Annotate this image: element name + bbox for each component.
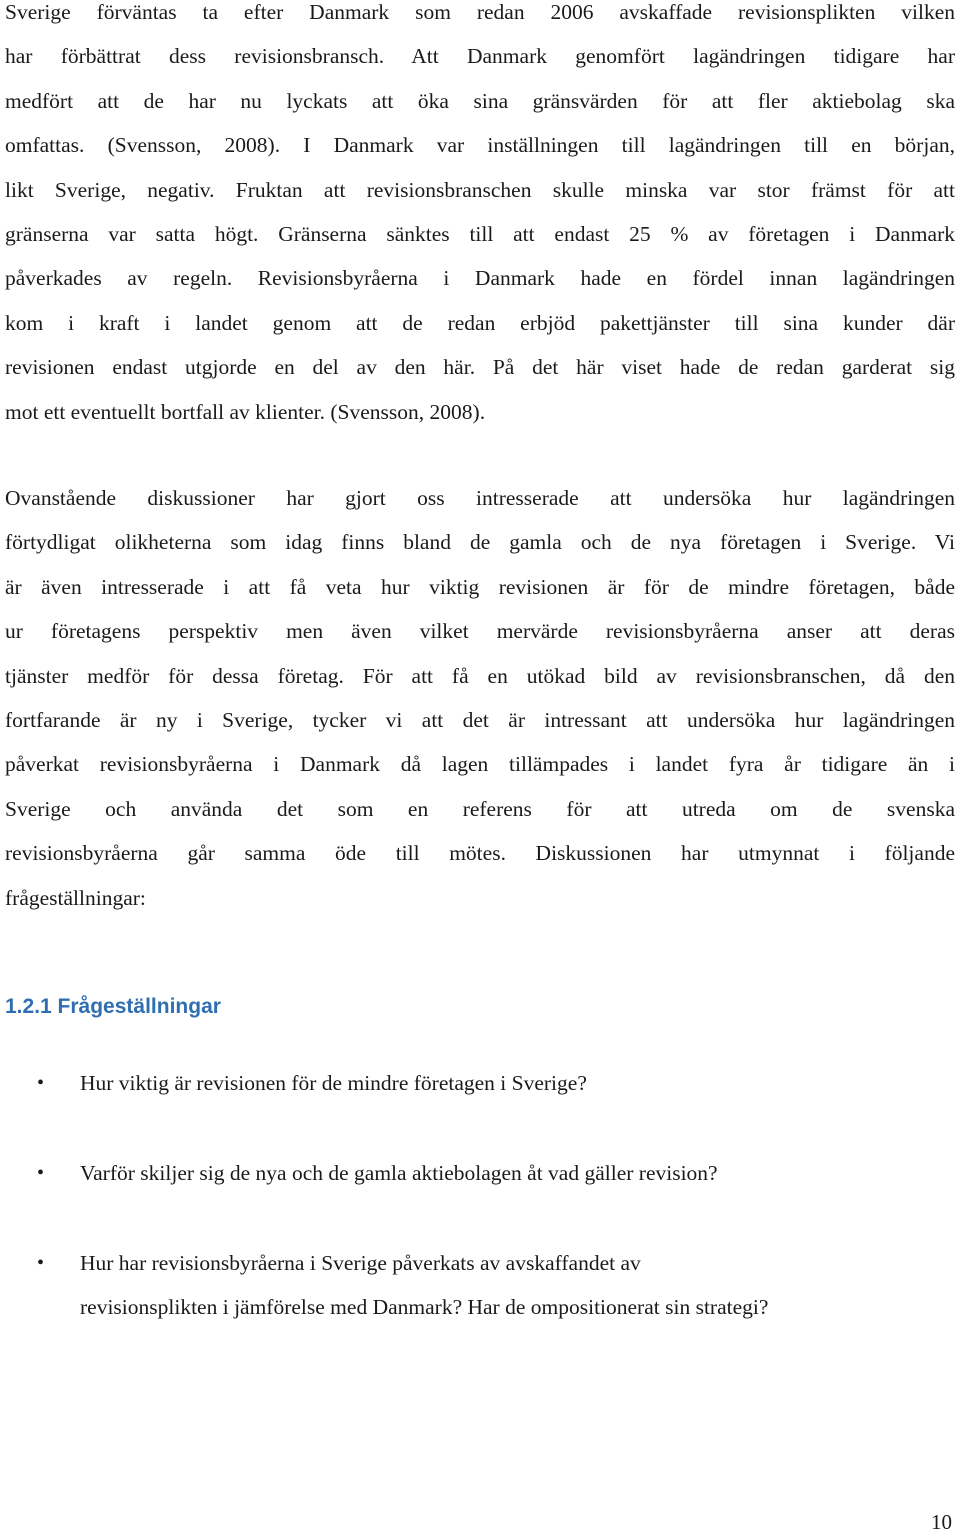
paragraph-line: Sverige och använda det som en referens för att utreda om de svenska [5,796,955,821]
paragraph-line: mot ett eventuellt bortfall av klienter. (Svensson, 2008). [5,399,486,424]
paragraph-ovanstaende [5,476,955,920]
paragraph-line: påverkades av regeln. Revisionsbyråerna i Danmark hade en fördel innan lagändringen [5,266,955,291]
paragraph-line: revisionsbyråerna går samma öde till mötes. Diskussionen har utmynnat i följande [5,841,955,866]
paragraph-line: Ovanstående diskussioner har gjort oss intresserade att undersöka hur lagändringen [5,486,955,510]
paragraph-line: gränserna var satta högt. Gränserna sänktes till att endast 25 % av företagen i Danmark [5,222,955,247]
paragraph-line: Sverige förväntas ta efter Danmark som redan 2006 avskaffade revisionsplikten vilken [5,0,955,24]
paragraph-line: har förbättrat dess revisionsbransch. Att Danmark genomfört lagändringen tidigare har [5,44,955,69]
paragraph-line: ur företagens perspektiv men även vilket mervärde revisionsbyråerna anser att deras [5,619,955,644]
list-item-text [80,1151,950,1195]
section-heading: 1.2.1 Frågeställningar [5,995,221,1018]
paragraph-danmark [5,0,955,434]
paragraph-line: kom i kraft i landet genom att de redan erbjöd pakettjänster till sina kunder där [5,310,955,335]
bullet-icon: • [37,1252,45,1274]
paragraph-line: revisionen endast utgjorde en del av den här. På det här viset hade de redan garderat sig [5,355,955,380]
list-item-text [80,1061,950,1105]
list-item-line: Hur har revisionsbyråerna i Sverige påverkats av avskaffandet av [80,1251,641,1275]
paragraph-line: förtydligat olikheterna som idag finns bland de gamla och de nya företagen i Sverige. Vi [5,530,955,555]
paragraph-line: är även intresserade i att få veta hur viktig revisionen är för de mindre företagen, både [5,574,955,599]
paragraph-line: fortfarande är ny i Sverige, tycker vi att det är intressant att undersöka hur lagändringen [5,708,955,733]
paragraph-line: påverkat revisionsbyråerna i Danmark då lagen tillämpades i landet fyra år tidigare än i [5,752,955,777]
bullet-icon: • [37,1072,45,1094]
list-item-line: Varför skiljer sig de nya och de gamla aktiebolagen åt vad gäller revision? [80,1161,718,1185]
paragraph-line: likt Sverige, negativ. Fruktan att revisionsbranschen skulle minska var stor främst för att [5,177,955,202]
list-item-line: Hur viktig är revisionen för de mindre företagen i Sverige? [80,1071,587,1095]
paragraph-line: omfattas. (Svensson, 2008). I Danmark var inställningen till lagändringen till en början, [5,133,955,158]
paragraph-line: medfört att de har nu lyckats att öka sina gränsvärden för att fler aktiebolag ska [5,88,955,113]
paragraph-line: frågeställningar: [5,885,146,910]
page-number: 10 [931,1510,952,1534]
list-item-line: revisionsplikten i jämförelse med Danmark? Har de ompositionerat sin strategi? [80,1295,769,1320]
list-item-text [80,1241,950,1330]
paragraph-line: tjänster medför för dessa företag. För att få en utökad bild av revisionsbranschen, då den [5,663,955,688]
bullet-icon: • [37,1162,45,1184]
